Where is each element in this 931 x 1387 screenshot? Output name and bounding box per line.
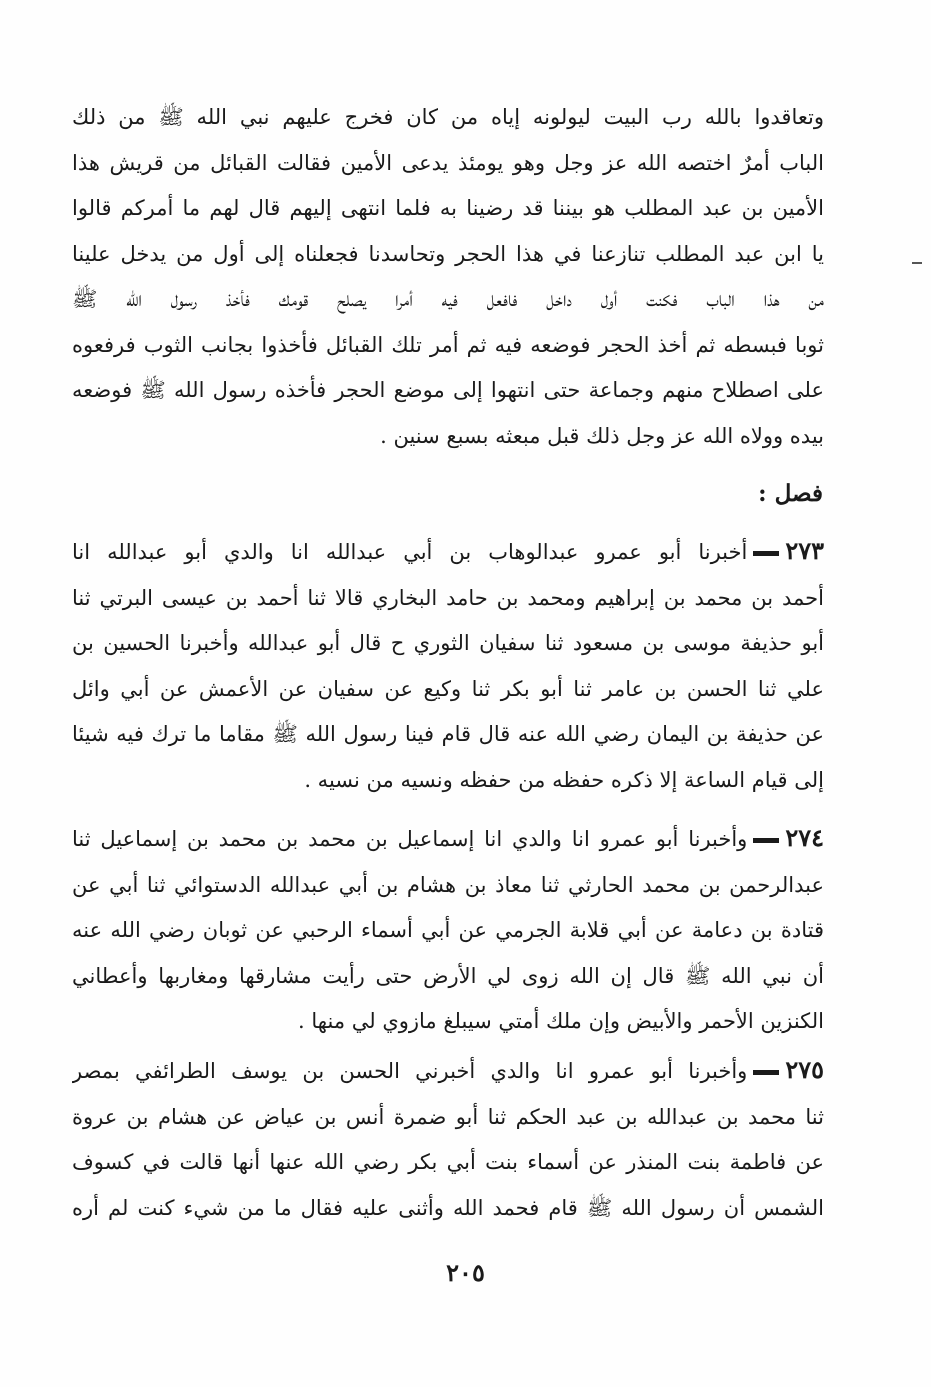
intro-paragraph (72, 95, 824, 459)
text-line: علي ثنا الحسن بن عامر ثنا أبو بكر ثنا وكيع عن سفيان عن الأعمش عن أبي وائل (72, 676, 824, 701)
hadith-text: أخبرنا أبو عمرو عبدالوهاب بن أبي عبدالله انا والدي أبو عبدالله انا (72, 540, 748, 564)
text-line: يا ابن عبد المطلب تنازعنا في هذا الحجر وتحاسدنا فجعلناه إلى أول من يدخل علينا (72, 241, 824, 266)
dash-mark (753, 1070, 779, 1075)
text-line: عن فاطمة بنت المنذر عن أسماء بنت أبي بكر رضي الله عنها أنها قالت في كسوف (72, 1150, 824, 1174)
hadith-275 (72, 1047, 824, 1231)
text-line: أبو حذيفة موسى بن مسعود ثنا سفيان الثوري ح قال أبو عبدالله وأخبرنا الحسين بن (72, 631, 824, 655)
text-line: الباب أمرٌ اختصه الله عز وجل وهو يومئذ يدعى الأمين فقالت القبائل من قريش هذا (72, 150, 824, 175)
text-line: على اصطلاح منهم وجماعة حتى انتهوا إلى موضع الحجر فأخذه رسول الله ﷺ فوضعه (72, 378, 824, 402)
dash-mark (753, 551, 779, 556)
text-line: ثنا محمد بن عبدالله بن عبد الحكم ثنا أبو ضمرة أنس بن عياض عن هشام بن عروة (72, 1104, 824, 1129)
hadith-text: وأخبرنا أبو عمرو انا والدي انا إسماعيل بن محمد بن محمد بن إسماعيل ثنا (72, 827, 748, 851)
hadith-273 (72, 528, 824, 803)
text-line: ثوبا فبسطه ثم أخذ الحجر فوضعه فيه ثم أمر تلك القبائل فأخذوا بجانب الثوب فرفعوه (72, 332, 824, 357)
text-line: الأمين بن عبد المطلب هو بيننا قد رضينا به فلما انتهى إليهم قال لهم ما أمركم قالوا (72, 196, 824, 220)
page-number: ٢٠٥ (446, 1258, 485, 1287)
hadith-first-line (72, 1047, 824, 1095)
text-line: الشمس أن رسول الله ﷺ قام فحمد الله وأثنى عليه فقال ما من شيء كنت لم أره (72, 1195, 824, 1220)
text-line: قتادة بن دعامة عن أبي قلابة الجرمي عن أبي أسماء الرحبي عن ثوبان رضي الله عنه (72, 918, 824, 942)
hadith-text: وأخبرنا أبو عمرو انا والدي أخبرني الحسن بن يوسف الطرائفي بمصر (72, 1059, 748, 1083)
text-line: عن حذيفة بن اليمان رضي الله عنه قال قام فينا رسول الله ﷺ مقاما ما ترك فيه شيئا (72, 722, 824, 746)
text-line: أحمد بن محمد بن إبراهيم ومحمد بن حامد البخاري قالا ثنا أحمد بن عيسى البرتي ثنا (72, 585, 824, 610)
text-line: إلى قيام الساعة إلا ذكره حفظه من حفظه ونسيه من نسيه . (304, 767, 824, 792)
hadith-first-line (72, 815, 824, 863)
text-line: من هذا الباب فكنت أول داخل فافعل فيه أمرا يصلح قومك فأخذ رسول الله ﷺ (72, 287, 824, 311)
text-line: الكنزين الأحمر والأبيض وإن ملك أمتي سيبلغ مازوي لي منها . (298, 1009, 824, 1033)
hadith-number: ٢٧٤ (785, 823, 824, 852)
hadith-number: ٢٧٥ (785, 1055, 824, 1084)
text-line: بيده وولاه الله عز وجل ذلك قبل مبعثه بسبع سنين . (380, 423, 824, 448)
text-line: وتعاقدوا بالله رب البيت ليولونه إياه من كان فخرج عليهم نبي الله ﷺ من ذلك (72, 105, 824, 129)
section-heading: فصل : (758, 480, 823, 507)
hadith-274 (72, 815, 824, 1045)
hadith-first-line (72, 528, 824, 576)
text-line: عبدالرحمن بن محمد الحارثي ثنا معاذ بن هشام بن أبي عبدالله الدستوائي ثنا أبي عن (72, 872, 824, 897)
hadith-number: ٢٧٣ (785, 536, 824, 565)
dash-mark (753, 838, 779, 843)
text-line: أن نبي الله ﷺ قال إن الله زوى لي الأرض حتى رأيت مشارقها ومغاربها وأعطاني (72, 963, 824, 988)
margin-mark (912, 262, 922, 264)
